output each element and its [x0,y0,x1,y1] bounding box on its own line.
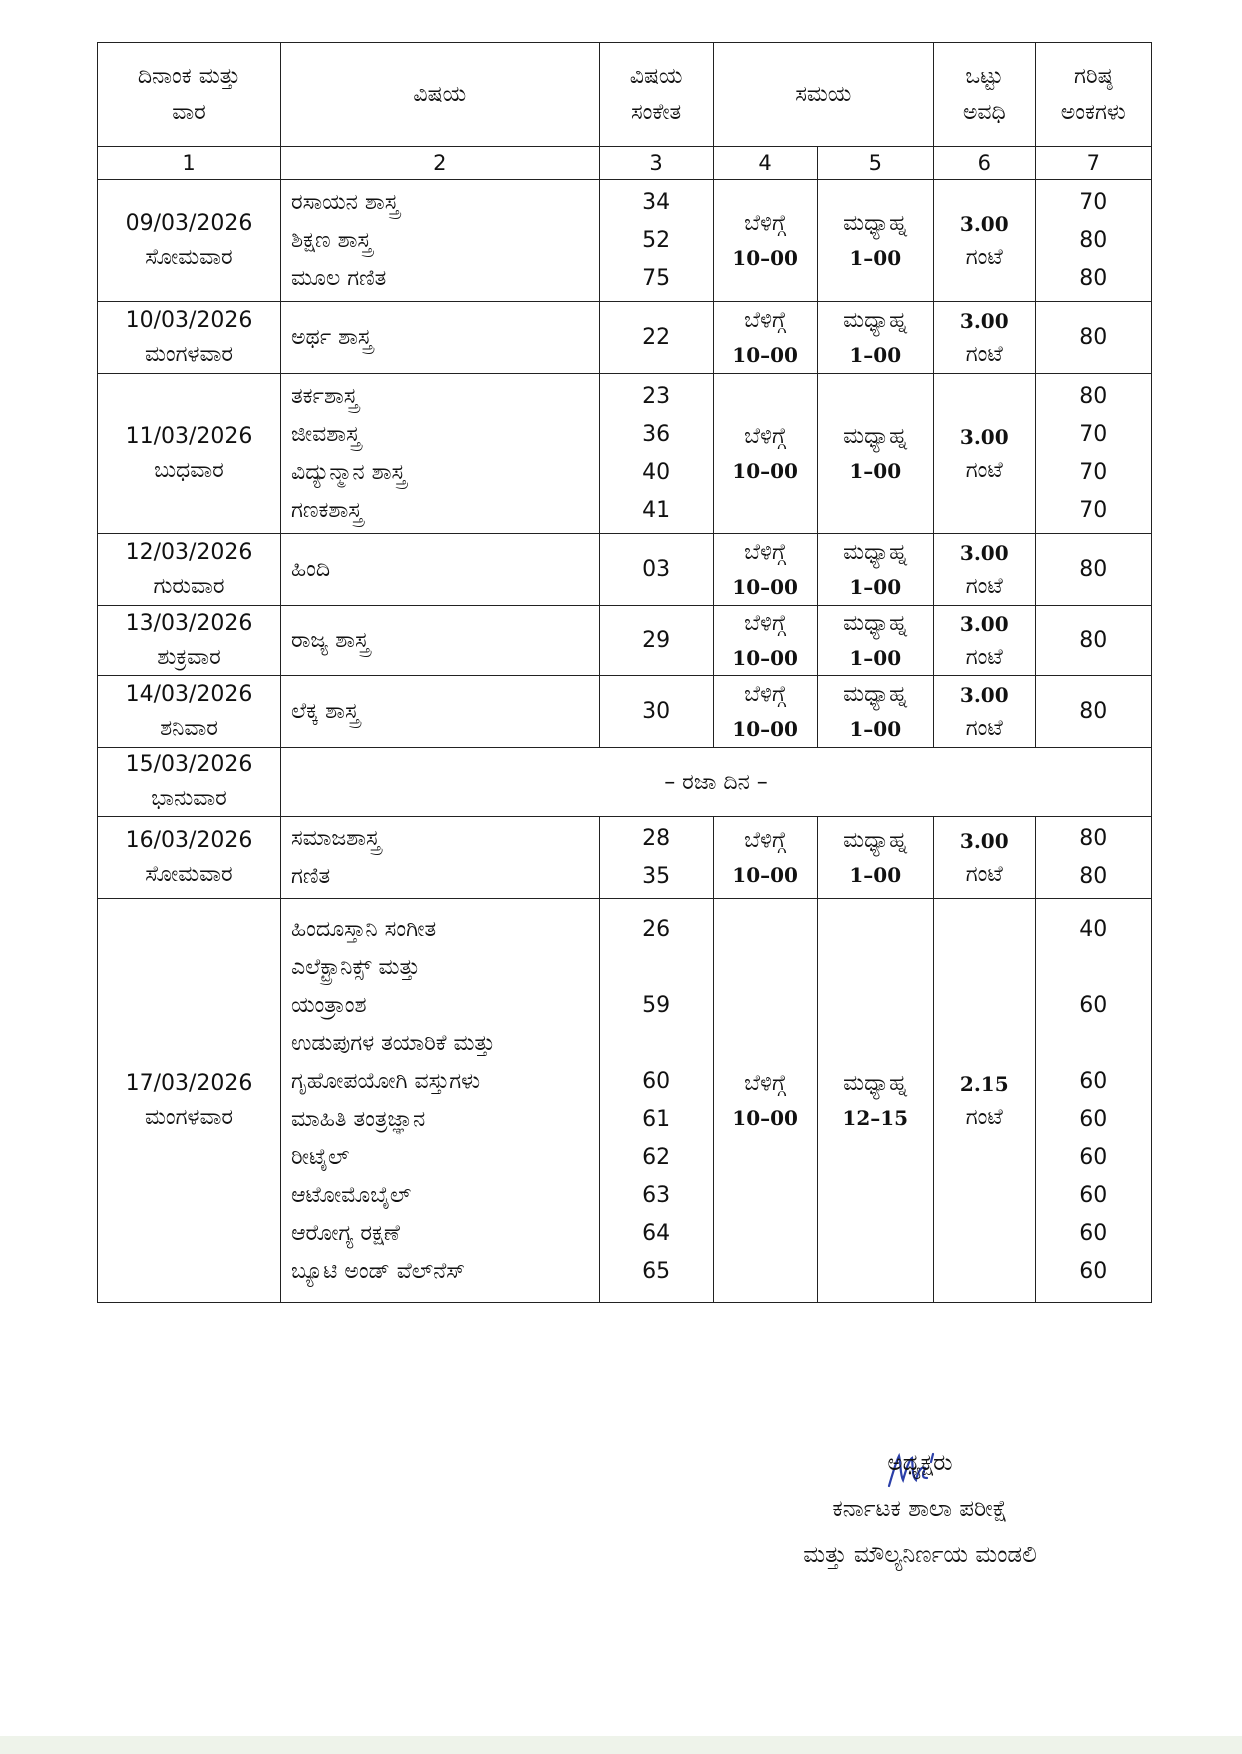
exam-day: ಮಂಗಳವಾರ [144,1104,234,1130]
start-time: 10–00 [732,342,798,367]
date-cell [98,817,281,899]
subject-name: ಅರ್ಥ ಶಾಸ್ತ್ರ [291,324,373,350]
start-time: 10–00 [732,716,798,741]
duration-value: 3.00 [959,211,1009,236]
duration-value: 3.00 [959,424,1009,449]
end-time-cell [817,534,933,606]
subject-code: 22 [642,324,671,350]
max-marks: 70 [1079,497,1108,523]
subject-name: ಆಟೋಮೊಬೈಲ್ [291,1182,412,1208]
end-time-cell [817,302,933,374]
subject-cell [281,899,600,1303]
end-time: 1–00 [849,645,902,670]
subject-name: ಬ್ಯೂಟಿ ಅಂಡ್ ವೆಲ್‌ನೆಸ್ [291,1258,466,1284]
header-time: ಸಮಯ [713,43,933,147]
start-period: ಬೆಳಿಗ್ಗೆ [744,423,787,449]
holiday-row [98,748,1152,817]
subject-name: ರಾಜ್ಯ ಶಾಸ್ತ್ರ [291,627,370,653]
schedule-row [98,374,1152,534]
subject-code: 65 [642,1258,671,1284]
duration-cell [933,606,1035,676]
header-duration: ಒಟ್ಟು ಅವಧಿ [933,43,1035,147]
code-cell [599,534,713,606]
max-marks: 80 [1079,265,1108,291]
end-period: ಮಧ್ಯಾಹ್ನ [843,210,908,236]
subject-code: 29 [642,627,671,653]
duration-value: 3.00 [959,308,1009,333]
subject-name: ಹಿಂದಿ [291,556,331,582]
start-time-cell [713,817,817,899]
subject-cell [281,374,600,534]
subject-code: 35 [642,863,671,889]
end-period: ಮಧ್ಯಾಹ್ನ [843,423,908,449]
code-cell [599,180,713,302]
end-time: 12–15 [842,1105,909,1130]
subject-name: ಗಣಕಶಾಸ್ತ್ರ [291,497,363,523]
column-number: 5 [817,147,933,180]
schedule-body-1 [98,180,1152,748]
subject-name: ಯಂತ್ರಾಂಶ [291,992,367,1018]
exam-date: 17/03/2026 [125,1070,253,1096]
subject-code: 59 [642,992,671,1018]
marks-cell [1035,302,1151,374]
start-time: 10–00 [732,1105,798,1130]
column-number: 1 [98,147,281,180]
subject-code: 64 [642,1220,671,1246]
max-marks: 80 [1079,227,1108,253]
subject-name: ತರ್ಕಶಾಸ್ತ್ರ [291,383,358,409]
holiday-day: ಭಾನುವಾರ [151,786,227,811]
exam-day: ಶನಿವಾರ [160,715,218,741]
subject-cell [281,534,600,606]
date-cell [98,302,281,374]
date-cell [98,676,281,748]
subject-code: 03 [642,556,671,582]
schedule-row [98,676,1152,748]
exam-day: ಬುಧವಾರ [154,457,224,483]
subject-name: ಆರೋಗ್ಯ ರಕ್ಷಣೆ [291,1220,400,1246]
schedule-row [98,302,1152,374]
holiday-label: – ರಜಾ ದಿನ – [281,748,1152,817]
duration-unit: ಗಂಟೆ [965,573,1003,599]
subject-cell [281,302,600,374]
subject-name: ಮೂಲ ಗಣಿತ [291,265,387,291]
schedule-row [98,606,1152,676]
end-time: 1–00 [849,862,902,887]
schedule-row [98,534,1152,606]
subject-name: ಗೃಹೋಪಯೋಗಿ ವಸ್ತುಗಳು [291,1068,481,1094]
page-bottom-strip [0,1736,1242,1754]
subject-code: 75 [642,265,671,291]
marks-cell [1035,606,1151,676]
exam-date: 12/03/2026 [125,539,253,565]
max-marks: 40 [1079,916,1108,942]
max-marks: 60 [1079,992,1108,1018]
exam-date: 14/03/2026 [125,681,253,707]
code-cell [599,374,713,534]
max-marks: 60 [1079,1220,1108,1246]
max-marks: 70 [1079,459,1108,485]
subject-code: 40 [642,459,671,485]
subject-code: 62 [642,1144,671,1170]
column-number: 4 [713,147,817,180]
duration-cell [933,899,1035,1303]
duration-unit: ಗಂಟೆ [965,1104,1003,1130]
end-period: ಮಧ್ಯಾಹ್ನ [843,1070,908,1096]
marks-cell [1035,374,1151,534]
start-time: 10–00 [732,645,798,670]
header-row [98,43,1152,147]
exam-date: 11/03/2026 [125,423,253,449]
duration-unit: ಗಂಟೆ [965,457,1003,483]
subject-code [608,949,705,987]
start-time-cell [713,676,817,748]
code-cell [599,606,713,676]
header-date-day: ದಿನಾಂಕ ಮತ್ತು ವಾರ [98,43,281,147]
end-time-cell [817,180,933,302]
start-period: ಬೆಳಿಗ್ಗೆ [744,610,787,636]
holiday-date-cell [98,748,281,817]
duration-unit: ಗಂಟೆ [965,715,1003,741]
subject-cell [281,180,600,302]
exam-day: ಸೋಮವಾರ [145,244,233,270]
duration-value: 2.15 [959,1071,1009,1096]
subject-cell [281,817,600,899]
subject-name: ಹಿಂದೂಸ್ತಾನಿ ಸಂಗೀತ [291,916,437,942]
subject-code: 26 [642,916,671,942]
header-subject-code: ವಿಷಯ ಸಂಕೇತ [599,43,713,147]
code-cell [599,817,713,899]
start-period: ಬೆಳಿಗ್ಗೆ [744,827,787,853]
holiday-date: 15/03/2026 [125,752,253,777]
duration-value: 3.00 [959,828,1009,853]
end-time-cell [817,899,933,1303]
start-time-cell [713,899,817,1303]
code-cell [599,676,713,748]
end-period: ಮಧ್ಯಾಹ್ನ [843,681,908,707]
exam-day: ಶುಕ್ರವಾರ [157,644,221,670]
max-marks: 80 [1079,383,1108,409]
end-period: ಮಧ್ಯಾಹ್ನ [843,539,908,565]
schedule-row [98,180,1152,302]
column-number: 6 [933,147,1035,180]
marks-cell [1035,180,1151,302]
max-marks: 60 [1079,1182,1108,1208]
subject-code: 61 [642,1106,671,1132]
duration-value: 3.00 [959,540,1009,565]
subject-code: 41 [642,497,671,523]
max-marks [1044,1025,1143,1063]
code-cell [599,302,713,374]
end-time-cell [817,374,933,534]
exam-date: 13/03/2026 [125,610,253,636]
end-time-cell [817,606,933,676]
date-cell [98,534,281,606]
subject-name: ಜೀವಶಾಸ್ತ್ರ [291,421,361,447]
duration-unit: ಗಂಟೆ [965,244,1003,270]
signatory-org-line2: ಮತ್ತು ಮೌಲ್ಯನಿರ್ಣಯ ಮಂಡಲಿ [803,1542,1037,1568]
end-time: 1–00 [849,716,902,741]
end-time: 1–00 [849,342,902,367]
duration-unit: ಗಂಟೆ [965,861,1003,887]
end-time: 1–00 [849,458,902,483]
duration-unit: ಗಂಟೆ [965,644,1003,670]
date-cell [98,180,281,302]
code-cell [599,899,713,1303]
subject-code: 23 [642,383,671,409]
duration-value: 3.00 [959,682,1009,707]
max-marks: 60 [1079,1106,1108,1132]
start-period: ಬೆಳಿಗ್ಗೆ [744,539,787,565]
subject-name: ರೀಟೈಲ್ [291,1144,350,1170]
max-marks: 80 [1079,825,1108,851]
date-cell [98,606,281,676]
max-marks: 70 [1079,189,1108,215]
exam-date: 09/03/2026 [125,210,253,236]
column-number: 3 [599,147,713,180]
duration-value: 3.00 [959,611,1009,636]
exam-timetable [97,42,1152,1303]
exam-date: 16/03/2026 [125,827,253,853]
subject-code: 30 [642,698,671,724]
subject-cell [281,676,600,748]
duration-cell [933,534,1035,606]
subject-name: ಗಣಿತ [291,863,331,889]
max-marks: 60 [1079,1068,1108,1094]
subject-name: ರಸಾಯನ ಶಾಸ್ತ್ರ [291,189,399,215]
max-marks: 80 [1079,556,1108,582]
subject-code: 34 [642,189,671,215]
start-time-cell [713,374,817,534]
header-max-marks: ಗರಿಷ್ಠ ಅಂಕಗಳು [1035,43,1151,147]
duration-cell [933,180,1035,302]
start-time-cell [713,180,817,302]
subject-code: 36 [642,421,671,447]
subject-code: 52 [642,227,671,253]
max-marks: 60 [1079,1144,1108,1170]
end-time-cell [817,817,933,899]
subject-name: ಉಡುಪುಗಳ ತಯಾರಿಕೆ ಮತ್ತು [291,1030,495,1056]
end-period: ಮಧ್ಯಾಹ್ನ [843,827,908,853]
subject-code: 28 [642,825,671,851]
end-time: 1–00 [849,245,902,270]
end-time-cell [817,676,933,748]
start-period: ಬೆಳಿಗ್ಗೆ [744,1070,787,1096]
subject-name: ಸಮಾಜಶಾಸ್ತ್ರ [291,825,381,851]
subject-cell [281,606,600,676]
signatory-title: ಅಧ್ಯಕ್ಷರು [887,1450,953,1476]
header-subject: ವಿಷಯ [281,43,600,147]
duration-unit: ಗಂಟೆ [965,341,1003,367]
start-period: ಬೆಳಿಗ್ಗೆ [744,210,787,236]
subject-code [608,1025,705,1063]
marks-cell [1035,534,1151,606]
schedule-body-2 [98,817,1152,1303]
start-time: 10–00 [732,574,798,599]
marks-cell [1035,899,1151,1303]
signature-block [720,1440,1120,1578]
subject-name: ವಿದ್ಯುನ್ಮಾನ ಶಾಸ್ತ್ರ [291,459,406,485]
max-marks [1044,949,1143,987]
max-marks: 80 [1079,863,1108,889]
date-cell [98,374,281,534]
date-cell [98,899,281,1303]
exam-day: ಸೋಮವಾರ [145,861,233,887]
start-period: ಬೆಳಿಗ್ಗೆ [744,681,787,707]
schedule-row [98,899,1152,1303]
end-period: ಮಧ್ಯಾಹ್ನ [843,610,908,636]
max-marks: 60 [1079,1258,1108,1284]
max-marks: 80 [1079,627,1108,653]
max-marks: 80 [1079,324,1108,350]
column-number: 7 [1035,147,1151,180]
marks-cell [1035,676,1151,748]
max-marks: 80 [1079,698,1108,724]
max-marks: 70 [1079,421,1108,447]
subject-name: ಲೆಕ್ಕ ಶಾಸ್ತ್ರ [291,698,360,724]
subject-name: ಶಿಕ್ಷಣ ಶಾಸ್ತ್ರ [291,227,372,253]
start-time: 10–00 [732,458,798,483]
start-time-cell [713,534,817,606]
start-time: 10–00 [732,245,798,270]
schedule-row [98,817,1152,899]
duration-cell [933,676,1035,748]
exam-day: ಗುರುವಾರ [153,573,225,599]
column-number: 2 [281,147,600,180]
exam-day: ಮಂಗಳವಾರ [144,341,234,367]
duration-cell [933,817,1035,899]
marks-cell [1035,817,1151,899]
start-time-cell [713,606,817,676]
duration-cell [933,302,1035,374]
start-time: 10–00 [732,862,798,887]
signatory-org-line1: ಕರ್ನಾಟಕ ಶಾಲಾ ಪರೀಕ್ಷೆ [832,1496,1008,1522]
start-period: ಬೆಳಿಗ್ಗೆ [744,307,787,333]
subject-name: ಎಲೆಕ್ಟ್ರಾನಿಕ್ಸ್ ಮತ್ತು [291,954,420,980]
column-number-row [98,147,1152,180]
subject-name: ಮಾಹಿತಿ ತಂತ್ರಜ್ಞಾನ [291,1106,426,1132]
start-time-cell [713,302,817,374]
exam-date: 10/03/2026 [125,307,253,333]
duration-cell [933,374,1035,534]
end-period: ಮಧ್ಯಾಹ್ನ [843,307,908,333]
subject-code: 63 [642,1182,671,1208]
end-time: 1–00 [849,574,902,599]
subject-code: 60 [642,1068,671,1094]
